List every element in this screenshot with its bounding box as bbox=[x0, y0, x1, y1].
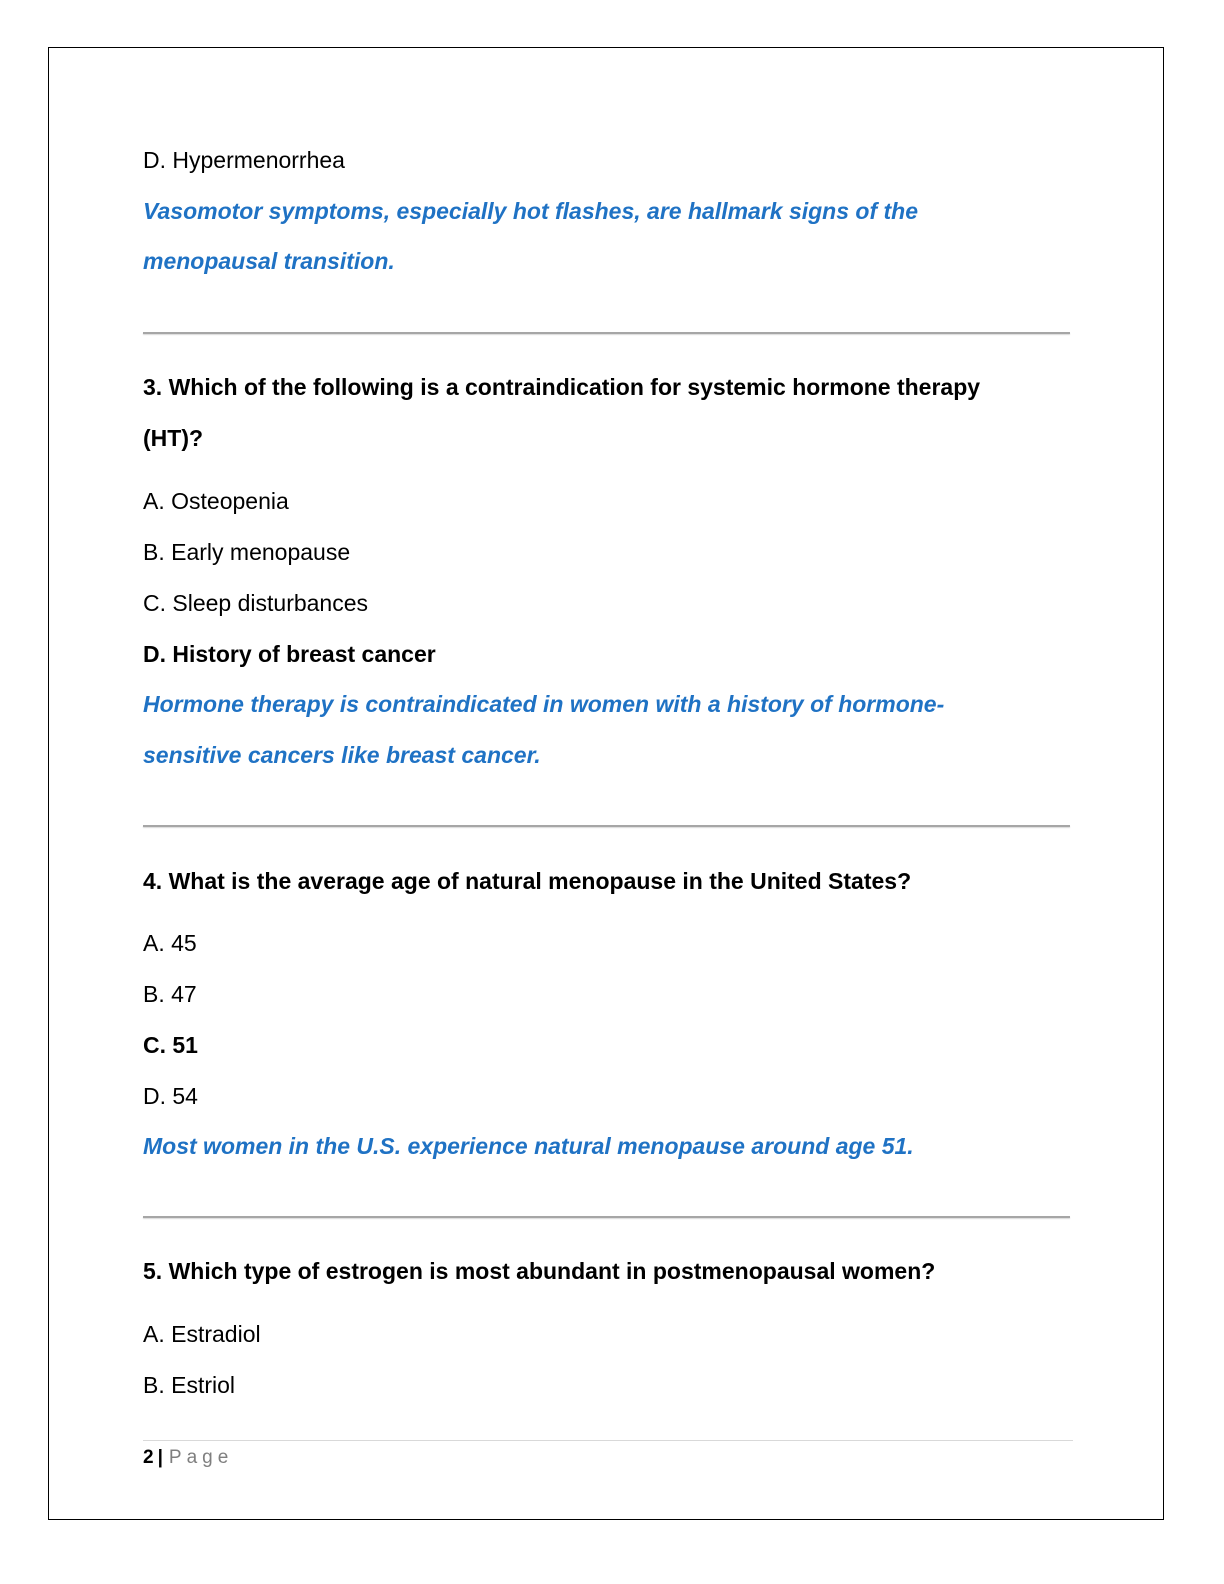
page-label: Page bbox=[168, 1447, 234, 1468]
q4-option-c-correct: C. 51 bbox=[143, 1032, 198, 1058]
section-divider bbox=[143, 332, 1070, 334]
q3-option-b: B. Early menopause bbox=[143, 539, 351, 565]
q3-explanation-line1: Hormone therapy is contraindicated in women with a history of hormone- bbox=[143, 691, 945, 717]
q5-question: 5. Which type of estrogen is most abundant in postmenopausal women? bbox=[143, 1258, 936, 1284]
q4-option-b: B. 47 bbox=[143, 981, 197, 1007]
section-divider bbox=[143, 1216, 1070, 1218]
q2-option-d: D. Hypermenorrhea bbox=[143, 147, 345, 173]
q3-option-a: A. Osteopenia bbox=[143, 488, 289, 514]
q4-option-a: A. 45 bbox=[143, 930, 197, 956]
q3-question-line1: 3. Which of the following is a contraindication for systemic hormone therapy bbox=[143, 374, 981, 400]
q3-question-line2: (HT)? bbox=[143, 425, 204, 451]
footer-rule bbox=[143, 1440, 1073, 1441]
q4-question: 4. What is the average age of natural menopause in the United States? bbox=[143, 868, 912, 894]
footer-separator: | bbox=[157, 1447, 163, 1468]
q5-option-b: B. Estriol bbox=[143, 1372, 236, 1398]
q2-explanation-line2: menopausal transition. bbox=[143, 248, 395, 274]
q3-option-d-correct: D. History of breast cancer bbox=[143, 641, 436, 667]
q4-option-d: D. 54 bbox=[143, 1083, 198, 1109]
q5-option-a: A. Estradiol bbox=[143, 1321, 261, 1347]
section-divider bbox=[143, 825, 1070, 827]
q3-option-c: C. Sleep disturbances bbox=[143, 590, 369, 616]
q4-explanation: Most women in the U.S. experience natural menopause around age 51. bbox=[143, 1133, 914, 1159]
q2-explanation-line1: Vasomotor symptoms, especially hot flashes, are hallmark signs of the bbox=[143, 198, 919, 224]
page-number: 2 bbox=[143, 1447, 154, 1468]
page-footer bbox=[143, 1446, 233, 1470]
q3-explanation-line2: sensitive cancers like breast cancer. bbox=[143, 742, 541, 768]
